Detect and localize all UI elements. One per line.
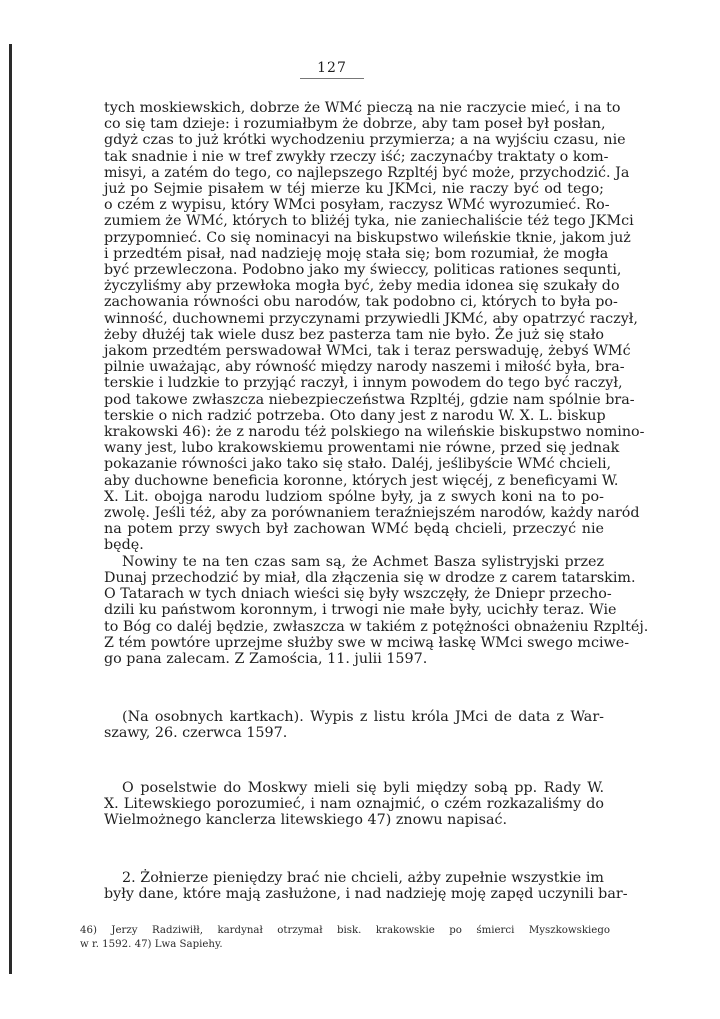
text-line: X. Lit. obojga narodu ludziom spólne były, ja z swych koni na to po- [104, 488, 604, 505]
text-line: zumiem że WMć, których to bliżéj tyka, nie zaniechaliście téż tego JKMci [104, 213, 634, 230]
text-line: 2. Żołnierze pieniędzy brać nie chcieli, ażby zupełnie wszystkie im [122, 870, 604, 887]
text-line: szawy, 26. czerwca 1597. [104, 725, 288, 742]
paragraph-letter-body [104, 100, 645, 554]
text-line: życzyliśmy aby przewłoka mogła być, żeby media idonea się szukały do [104, 278, 620, 295]
text-line: jakom przedtém perswadował WMci, tak i teraz perswaduję, żebyś WMć [104, 343, 631, 360]
text-line: O Tatarach w tych dniach wieści się były wszczęły, że Dniepr przecho- [104, 586, 612, 603]
text-line: na potem przy swych był zachowan WMć będą chcieli, przeczyć nie [104, 521, 604, 538]
text-line: terskie o nich radzić potrzeba. Oto dany jest z narodu W. X. L. biskup [104, 407, 606, 424]
text-line: tak snadnie i nie w tref zwykły rzeczy iść; zaczynaćby traktaty o kom- [104, 148, 609, 165]
text-line: dzili ku państwom koronnym, i trwogi nie małe były, ucichły teraz. Wie [104, 602, 617, 619]
text-line: już po Sejmie pisałem w téj mierze ku JKMci, nie raczy być od tego; [104, 181, 604, 198]
text-line: zwolę. Jeśli téż, aby za porównaniem teraźniejszém narodów, każdy naród [104, 505, 640, 522]
text-line: o czém z wypisu, który WMci posyłam, raczysz WMć wyrozumieć. Ro- [104, 197, 610, 214]
text-line: Wielmożnego kanclerza litewskiego 47) znowu napisać. [104, 811, 508, 828]
text-line: winność, duchownemi przyczynami przywiedli JKMć, aby opatrzyć raczył, [104, 310, 638, 327]
footnote-line: w r. 1592. 47) Lwa Sapiehy. [80, 939, 223, 951]
text-line: terskie i ludzkie to przyjąć raczył, i innym powodem do tego być raczył, [104, 375, 623, 392]
text-line: aby duchowne beneficia koronne, których jest więcéj, z beneficyami W. [104, 472, 619, 489]
footnote-line: 46) Jerzy Radziwiłł, kardynał otrzymał bisk. krakowskie po śmierci Myszkowskiego [80, 925, 610, 936]
text-line: Nowiny te na ten czas sam są, że Achmet Basza sylistryjski przez [122, 553, 604, 570]
text-line: X. Litewskiego porozumieć, i nam oznajmić, o czém rozkazaliśmy do [104, 795, 604, 812]
text-line: gdyż czas to już krótki wychodzeniu przymierza; a na wyjściu czasu, nie [104, 132, 626, 149]
text-line: tych moskiewskich, dobrze że WMć pieczą na nie raczycie mieć, i na to [104, 100, 621, 116]
footnotes [80, 924, 610, 952]
text-line: być przewleczona. Podobno jako my świeccy, politicas rationes sequnti, [104, 262, 622, 279]
text-line: (Na osobnych kartkach). Wypis z listu króla JMci de data z War- [122, 709, 604, 726]
text-line: wany jest, lubo krakowskiemu prowentami nie równe, przed się jednak [104, 440, 620, 457]
text-line: misyi, a zatém do tego, co najlepszego Rzpltéj być może, przychodzić. Ja [104, 164, 630, 181]
text-line: krakowski 46): że z narodu téż polskiego na wileńskie biskupstwo nomino- [104, 424, 645, 441]
text-line: i przedtém pisał, nad nadzieję moję stała się; bom rozumiał, że mogła [104, 245, 609, 262]
text-line: Z tém powtóre uprzejme służby swe w mciwą łaskę WMci swego mciwe- [104, 634, 630, 651]
text-line: pokazanie równości jako tako się stało. Daléj, jeślibyście WMć chcieli, [104, 456, 612, 473]
paragraph-embassy [104, 780, 604, 829]
text-line: co się tam dzieje: i rozumiałbym że dobrze, aby tam poseł był posłan, [104, 116, 606, 133]
main-text [104, 100, 649, 903]
paragraph-soldiers [104, 870, 628, 903]
text-line: pod takowe zwłaszcza niebezpieczeństwa Rzpltéj, gdzie nam spólnie bra- [104, 391, 635, 408]
text-line: go pana zalecam. Z Zamościa, 11. julii 1597. [104, 650, 428, 667]
text-line: były dane, które mają zasłużone, i nad nadzieję moję zapęd uczynili bar- [104, 886, 628, 903]
text-line: zachowania równości obu narodów, tak podobno ci, których to była po- [104, 294, 618, 311]
text-line: żeby dłużéj tak wiele dusz bez pasterza tam nie było. Że już się stało [104, 326, 604, 343]
text-line: to Bóg co daléj będzie, zwłaszcza w takiém z potężności obnażeniu Rzpltéj. [104, 618, 649, 635]
page-number: 127 [300, 60, 364, 79]
text-line: przypomnieć. Co się nominacyi na biskupstwo wileńskie tknie, jakom już [104, 229, 631, 246]
paragraph-excerpt-heading [104, 709, 604, 741]
text-line: O poselstwie do Moskwy mieli się byli między sobą pp. Rady W. [122, 779, 604, 796]
paragraph-news [104, 553, 649, 667]
text-line: będę. [104, 537, 144, 554]
page-edge-rule [9, 44, 12, 974]
text-line: pilnie uważając, aby równość między narody naszemi i miłość była, bra- [104, 359, 625, 376]
text-line: Dunaj przechodzić by miał, dla złączenia się w drodze z carem tatarskim. [104, 569, 636, 586]
